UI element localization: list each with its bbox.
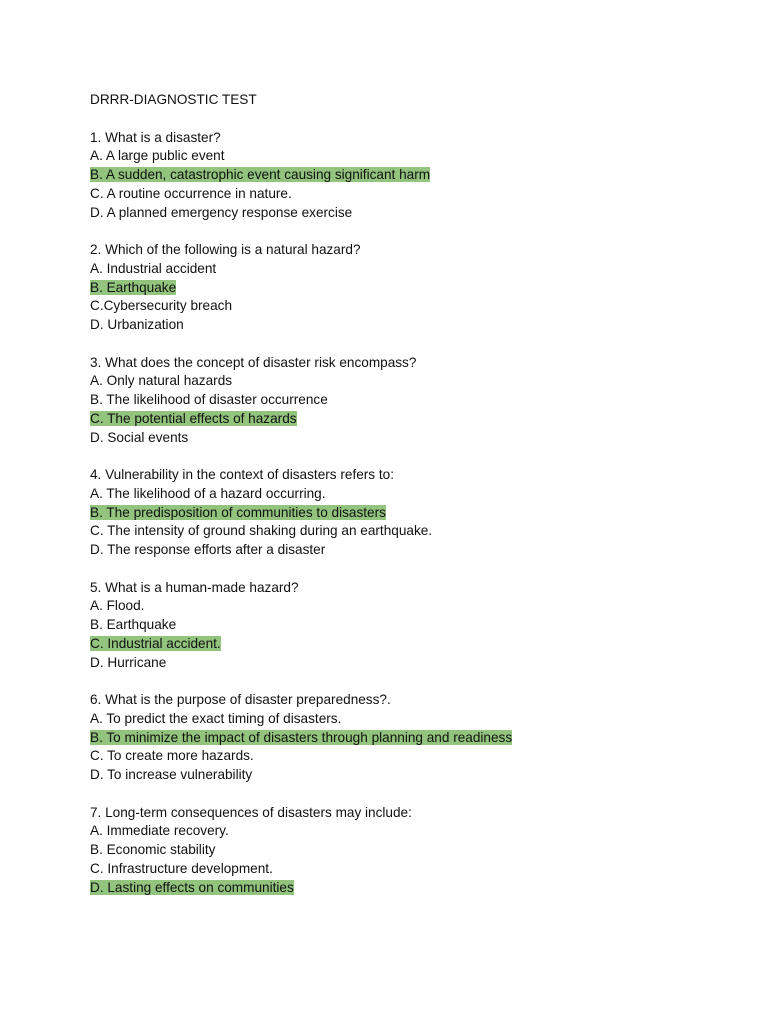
answer-option: C. Infrastructure development. [90,860,273,876]
question-block [90,579,730,673]
answer-option-highlighted: C. Industrial accident. [90,635,221,651]
answer-option: A. The likelihood of a hazard occurring. [90,485,326,501]
question-block [90,129,730,223]
answer-option: A. Industrial accident [90,260,217,276]
answer-option: C. To create more hazards. [90,748,254,764]
spacer [90,110,730,129]
question-block [90,466,730,560]
question-text: 5. What is a human-made hazard? [90,579,299,595]
spacer [90,560,730,579]
answer-option-highlighted: B. To minimize the impact of disasters through planning and readiness [90,729,513,745]
answer-option-highlighted: D. Lasting effects on communities [90,879,294,895]
answer-option: D. Social events [90,429,189,445]
question-block [90,241,730,335]
answer-option-highlighted: C. The potential effects of hazards [90,410,297,426]
answer-option: D. A planned emergency response exercise [90,204,353,220]
document-content [90,91,730,897]
answer-option: A. A large public event [90,148,225,164]
answer-option: A. Flood. [90,598,145,614]
answer-option: D. To increase vulnerability [90,767,253,782]
spacer [90,672,730,691]
spacer [90,785,730,804]
question-block [90,691,730,785]
question-block [90,804,730,898]
answer-option: C. The intensity of ground shaking during an earthquake. [90,523,433,539]
question-text: 1. What is a disaster? [90,129,221,145]
answer-option: B. Economic stability [90,842,216,857]
spacer [90,335,730,354]
question-text: 4. Vulnerability in the context of disasters refers to: [90,467,394,482]
answer-option: A. Only natural hazards [90,373,233,389]
answer-option: C. A routine occurrence in nature. [90,185,292,201]
answer-option: D. Hurricane [90,654,167,670]
answer-option: C.Cybersecurity breach [90,298,233,314]
answer-option: B. The likelihood of disaster occurrence [90,392,328,407]
answer-option: A. Immediate recovery. [90,823,229,839]
spacer [90,222,730,241]
question-text: 6. What is the purpose of disaster preparedness?. [90,692,391,707]
answer-option: B. Earthquake [90,617,177,632]
question-text: 7. Long-term consequences of disasters may include: [90,804,412,820]
question-text: 3. What does the concept of disaster risk encompass? [90,354,417,370]
answer-option-highlighted: B. A sudden, catastrophic event causing significant harm [90,167,431,182]
question-block [90,354,730,448]
answer-option: A. To predict the exact timing of disasters. [90,710,342,726]
question-text: 2. Which of the following is a natural hazard? [90,242,361,257]
document-title-text: DRRR-DIAGNOSTIC TEST [90,92,257,107]
answer-option: D. Urbanization [90,317,184,332]
answer-option-highlighted: B. Earthquake [90,279,177,295]
answer-option: D. The response efforts after a disaster [90,542,326,557]
spacer [90,447,730,466]
answer-option-highlighted: B. The predisposition of communities to disasters [90,504,386,520]
document-title [90,91,730,110]
